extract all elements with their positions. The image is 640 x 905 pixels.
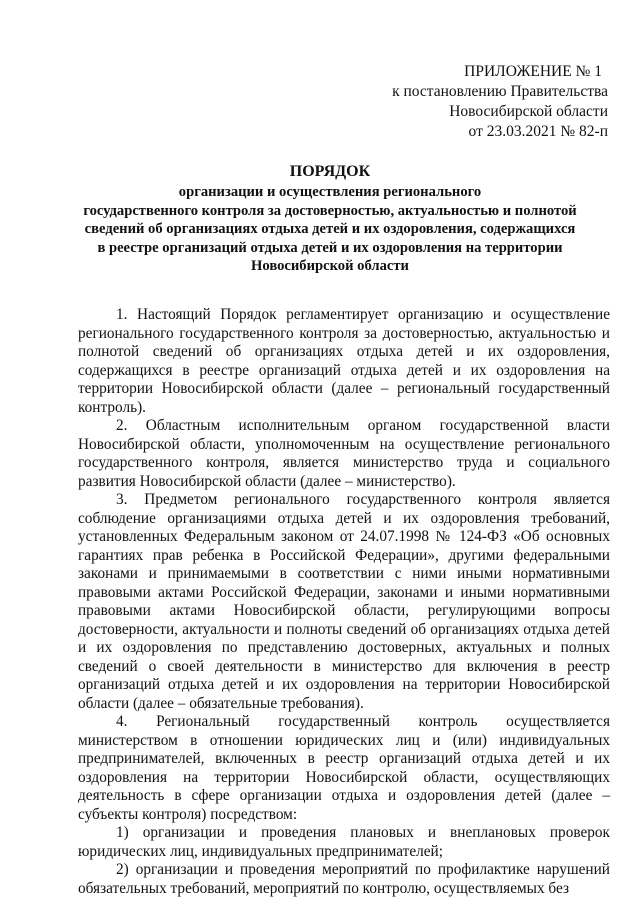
paragraph-4: 4. Региональный государственный контроль осуществляется министерством в отношении юридических лиц и (или) индивидуальных предпринимателей, включенных в реестр организаций отдыха детей и их оздоровления на территории Новосибирской области, осуществляющих деятельность в сфере организации отдыха и оздоровления детей (далее – субъекты контроля) посредством: (78, 713, 610, 823)
paragraph-2: 2. Областным исполнительным органом государственной власти Новосибирской области, уполномоченным на осуществление регионального государственного контроля, является министерство труда и социального развития Новосибирской области (далее – министерство). (78, 417, 610, 490)
document-body (78, 306, 610, 898)
heading-line: Новосибирской области (251, 258, 409, 275)
heading-line: государственного контроля за достоверностью, актуальностью и полнотой (83, 202, 577, 219)
document-title: ПОРЯДОК (289, 163, 371, 180)
heading-line: сведений об организациях отдыха детей и их оздоровления, содержащихся (84, 221, 576, 238)
appendix-line-date: от 23.03.2021 № 82-п (468, 123, 608, 140)
paragraph-3: 3. Предметом регионального государственного контроля является соблюдение организациями отдыха детей и их оздоровления требований, установленных Федеральным законом от 24.07.1998 № 124-ФЗ «Об основных гарантиях прав ребенка в Российской Федерации», другими федеральными законами и принимаемыми в соответствии с ними иными нормативными правовыми актами Российской Федерации, законами и иными нормативными правовыми актами Новосибирской области, регулирующими вопросы достоверности, актуальности и полноты сведений об организациях отдыха детей и их оздоровления по представлению достоверных, актуальных и полных сведений о своей деятельности в министерство для включения в реестр организаций отдыха детей и их оздоровления на территории Новосибирской области (далее – обязательные требования). (78, 491, 610, 712)
appendix-line-resolution: к постановлению Правительства (392, 83, 608, 100)
paragraph-1: 1. Настоящий Порядок регламентирует организацию и осуществление регионального государственного контроля за достоверностью, актуальностью и полнотой сведений об организациях отдыха детей и их оздоровления, содержащихся в реестре организаций отдыха детей и их оздоровления на территории Новосибирской области (далее – региональный государственный контроль). (78, 306, 610, 416)
paragraph-4-item-2: 2) организации и проведения мероприятий по профилактике нарушений обязательных требований, мероприятий по контролю, осуществляемых без (78, 861, 610, 897)
heading-line: организации и осуществления регионального (178, 184, 482, 200)
appendix-line-region: Новосибирской области (449, 103, 608, 120)
appendix-title: ПРИЛОЖЕНИЕ № 1 (464, 63, 602, 80)
paragraph-4-item-1: 1) организации и проведения плановых и внеплановых проверок юридических лиц, индивидуальных предпринимателей; (78, 824, 610, 860)
heading-line: в реестре организаций отдыха детей и их оздоровления на территории (97, 239, 563, 256)
appendix-block (348, 62, 608, 142)
document-heading (60, 162, 600, 276)
